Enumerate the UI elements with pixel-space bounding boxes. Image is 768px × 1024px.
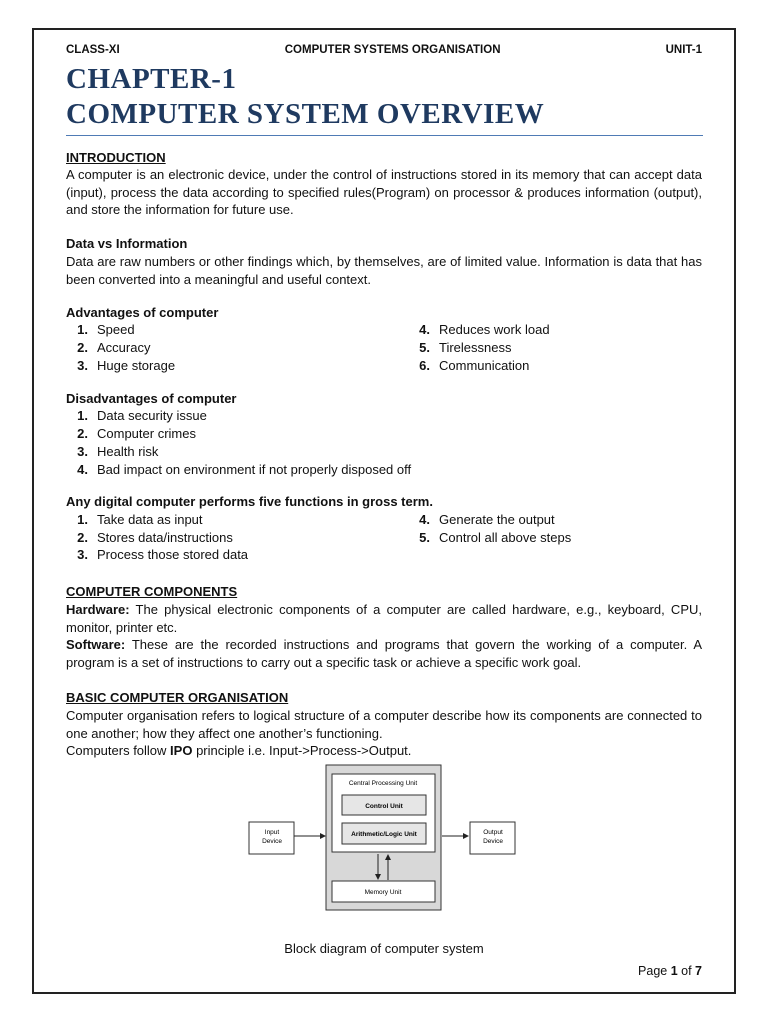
- list-item: 6. Communication: [419, 358, 530, 373]
- list-item: 3. Health risk: [77, 444, 159, 459]
- block-diagram: [248, 764, 520, 914]
- memory-unit-label: Memory Unit: [364, 889, 402, 896]
- input-label-2: Device: [262, 838, 282, 845]
- list-item: 2. Computer crimes: [77, 426, 196, 441]
- intro-heading: INTRODUCTION: [66, 150, 166, 165]
- list-item: 2. Stores data/instructions: [77, 530, 233, 545]
- advantages-heading: Advantages of computer: [66, 305, 219, 320]
- list-item: 5. Control all above steps: [419, 530, 572, 545]
- output-label-1: Output: [483, 829, 503, 836]
- ipo-line: Computers follow IPO principle i.e. Input->Process->Output.: [66, 743, 412, 758]
- disadvantages-heading: Disadvantages of computer: [66, 391, 237, 406]
- organisation-body: Computer organisation refers to logical structure of a computer describe how its components are connected to one another; how they affect one another’s functioning.: [66, 708, 702, 741]
- header-subject: COMPUTER SYSTEMS ORGANISATION: [284, 44, 501, 56]
- list-item: 5. Tirelessness: [419, 340, 512, 355]
- list-item: 4. Reduces work load: [419, 322, 550, 337]
- chapter-name: COMPUTER SYSTEM OVERVIEW: [66, 98, 545, 130]
- intro-body: A computer is an electronic device, under the control of instructions stored in its memory that can accept data (input), process the data according to specified rules(Program) on processor & produces information (output), and store the information for future use.: [66, 167, 702, 217]
- header-unit: UNIT-1: [665, 44, 702, 56]
- data-info-heading: Data vs Information: [66, 236, 188, 251]
- list-item: 3. Process those stored data: [77, 547, 249, 562]
- list-item: 1. Take data as input: [77, 512, 203, 527]
- output-label-2: Device: [483, 838, 503, 845]
- input-label-1: Input: [264, 829, 280, 836]
- list-item: 4. Generate the output: [419, 512, 555, 527]
- cpu-label: Central Processing Unit: [348, 780, 418, 787]
- list-item: 3. Huge storage: [77, 358, 176, 373]
- running-header: [66, 44, 702, 56]
- page-number: Page 1 of 7: [638, 964, 702, 978]
- components-heading: COMPUTER COMPONENTS: [66, 584, 238, 599]
- list-item: 2. Accuracy: [77, 340, 151, 355]
- diagram-caption: Block diagram of computer system: [284, 941, 484, 956]
- chapter-number: CHAPTER-1: [66, 63, 237, 95]
- list-item: 1. Speed: [77, 322, 135, 337]
- control-unit-label: Control Unit: [365, 803, 403, 810]
- list-item: 1. Data security issue: [77, 408, 207, 423]
- alu-label: Arithmetic/Logic Unit: [351, 831, 417, 838]
- data-info-body: Data are raw numbers or other findings which, by themselves, are of limited value. Information is data that has been converted into a meaningful and useful context.: [66, 254, 702, 287]
- list-item: 4. Bad impact on environment if not properly disposed off: [77, 462, 412, 477]
- title-rule: [66, 135, 703, 136]
- organisation-heading: BASIC COMPUTER ORGANISATION: [66, 690, 289, 705]
- software-paragraph: Software: These are the recorded instructions and programs that govern the working of a computer. A program is a set of instructions to carry out a specific task or achieve a specific work goal.: [66, 637, 702, 670]
- hardware-paragraph: Hardware: The physical electronic components of a computer are called hardware, e.g., keyboard, CPU, monitor, printer etc.: [66, 602, 702, 635]
- chapter-title: [66, 62, 544, 132]
- header-class: CLASS-XI: [66, 44, 120, 56]
- functions-heading: Any digital computer performs five functions in gross term.: [66, 494, 433, 509]
